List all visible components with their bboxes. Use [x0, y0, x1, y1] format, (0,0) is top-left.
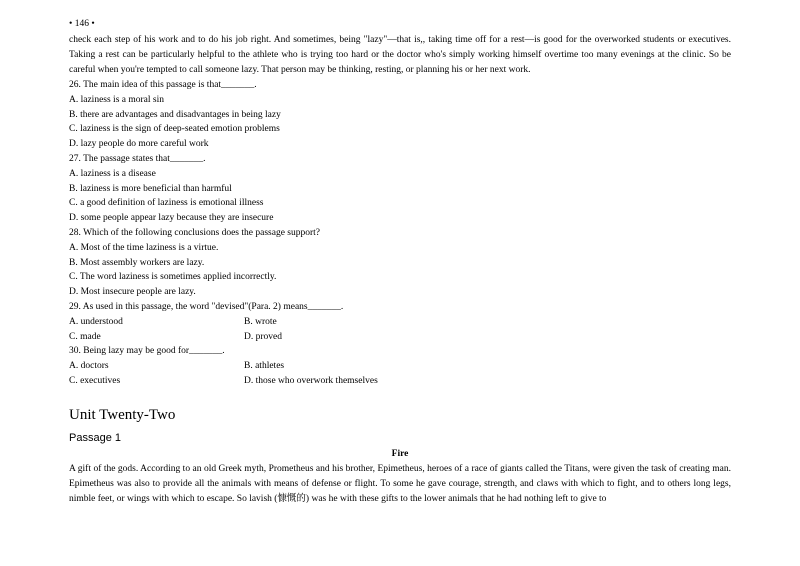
- question-29-option-d: D. proved: [244, 332, 282, 342]
- question-27-option-a: A. laziness is a disease: [69, 169, 156, 179]
- question-26-option-d: D. lazy people do more careful work: [69, 139, 209, 149]
- question-30-option-d: D. those who overwork themselves: [244, 376, 378, 386]
- question-27-stem: 27. The passage states that_______.: [69, 154, 206, 164]
- question-28-option-a: A. Most of the time laziness is a virtue.: [69, 243, 219, 253]
- question-26-stem: 26. The main idea of this passage is that_______.: [69, 80, 257, 90]
- question-28-stem: 28. Which of the following conclusions does the passage support?: [69, 228, 320, 238]
- passage-text: A gift of the gods. According to an old Greek myth, Prometheus and his brother, Epimetheus, heroes of a race of giants called the Titans, were given the task of creating man. Epimetheus was also to provide all the animals with means of defense or flight. To some he gave courage, strength, and claws with which to fight, and to others long legs, nimble feet, or wings with which to escape. So lavish (慷慨的) was he with these gifts to the lower animals that he had nothing left to give to: [69, 464, 731, 504]
- question-27-option-d: D. some people appear lazy because they are insecure: [69, 213, 274, 223]
- passage-label: Passage 1: [69, 432, 121, 444]
- unit-title: Unit Twenty-Two: [69, 407, 176, 423]
- question-28-option-c: C. The word laziness is sometimes applied incorrectly.: [69, 272, 277, 282]
- question-26-option-b: B. there are advantages and disadvantages in being lazy: [69, 110, 281, 120]
- question-26-option-a: A. laziness is a moral sin: [69, 95, 164, 105]
- question-29-option-a: A. understood: [69, 317, 123, 327]
- question-29-option-c: C. made: [69, 332, 101, 342]
- question-30-option-b: B. athletes: [244, 361, 285, 371]
- question-29-stem: 29. As used in this passage, the word "devised"(Para. 2) means_______.: [69, 302, 344, 312]
- question-30-stem: 30. Being lazy may be good for_______.: [69, 346, 225, 356]
- question-28-option-b: B. Most assembly workers are lazy.: [69, 258, 205, 268]
- question-28-option-d: D. Most insecure people are lazy.: [69, 287, 196, 297]
- question-30-option-c: C. executives: [69, 376, 121, 386]
- question-30-option-a: A. doctors: [69, 361, 109, 371]
- question-29-option-b: B. wrote: [244, 317, 277, 327]
- question-26-option-c: C. laziness is the sign of deep-seated emotion problems: [69, 124, 280, 134]
- page-number: • 146 •: [69, 19, 95, 29]
- question-27-option-c: C. a good definition of laziness is emotional illness: [69, 198, 264, 208]
- question-27-option-b: B. laziness is more beneficial than harmful: [69, 184, 232, 194]
- passage-title: Fire: [391, 449, 409, 459]
- intro-paragraph: check each step of his work and to do his job right. And sometimes, being "lazy"—that is,, taking time off for a rest—is good for the overworked students or executives. Taking a rest can be particularly helpful to the athlete who is trying too hard or the doctor who's simply working himself overtime too many evenings at the clinic. So be careful when you're tempted to call someone lazy. That person may be thinking, resting, or planning his or her next work.: [69, 35, 731, 75]
